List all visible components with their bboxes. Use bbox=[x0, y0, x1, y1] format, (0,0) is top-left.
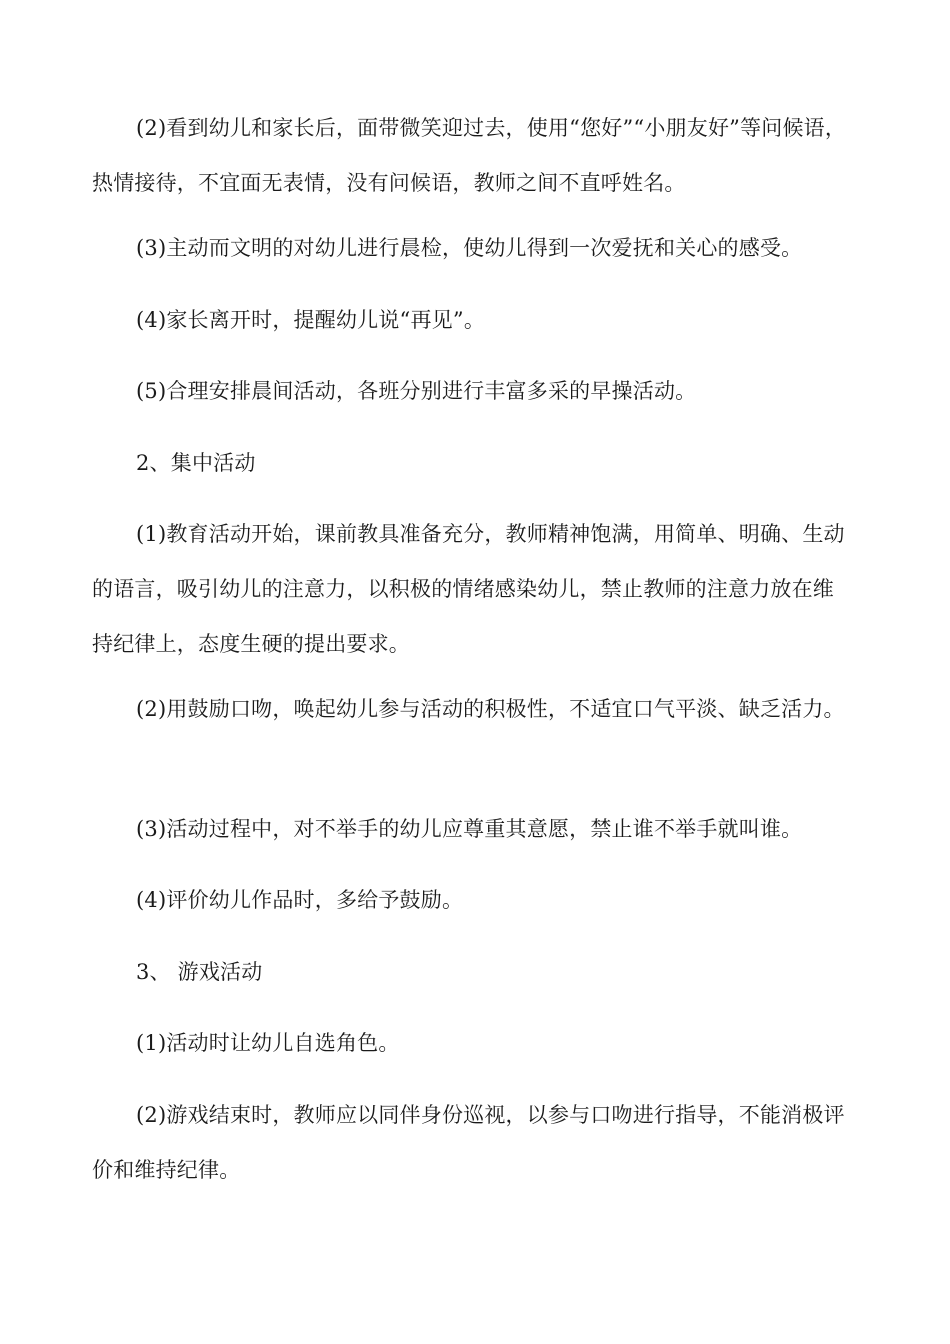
section-heading-game-activity: 3、 游戏活动 bbox=[136, 960, 263, 984]
paragraph-parent-leave: (4)家长离开时，提醒幼儿说“再见”。 bbox=[136, 308, 486, 332]
paragraph-education-start: (1)教育活动开始，课前教具准备充分，教师精神饱满，用简单、明确、生动的语言，吸引幼儿的注意力，以积极的情绪感染幼儿，禁止教师的注意力放在维持纪律上，态度生硬的提出要求。 bbox=[92, 522, 845, 656]
paragraph-morning-check: (3)主动而文明的对幼儿进行晨检，使幼儿得到一次爱抚和关心的感受。 bbox=[136, 236, 803, 260]
paragraph-respect-wishes: (3)活动过程中，对不举手的幼儿应尊重其意愿，禁止谁不举手就叫谁。 bbox=[136, 817, 803, 841]
paragraph-greeting: (2)看到幼儿和家长后，面带微笑迎过去，使用“您好”“小朋友好”等问候语，热情接待，不宜面无表情，没有问候语，教师之间不直呼姓名。 bbox=[92, 116, 847, 195]
paragraph-evaluate-work: (4)评价幼儿作品时，多给予鼓励。 bbox=[136, 888, 464, 912]
section-heading-group-activity: 2、集中活动 bbox=[136, 451, 256, 475]
paragraph-encouragement: (2)用鼓励口吻，唤起幼儿参与活动的积极性，不适宜口气平淡、缺乏活力。 bbox=[136, 697, 845, 721]
paragraph-morning-activity: (5)合理安排晨间活动，各班分别进行丰富多采的早操活动。 bbox=[136, 379, 697, 403]
paragraph-choose-role: (1)活动时让幼儿自选角色。 bbox=[136, 1031, 400, 1055]
paragraph-game-end: (2)游戏结束时，教师应以同伴身份巡视，以参与口吻进行指导，不能消极评价和维持纪律。 bbox=[92, 1103, 845, 1182]
